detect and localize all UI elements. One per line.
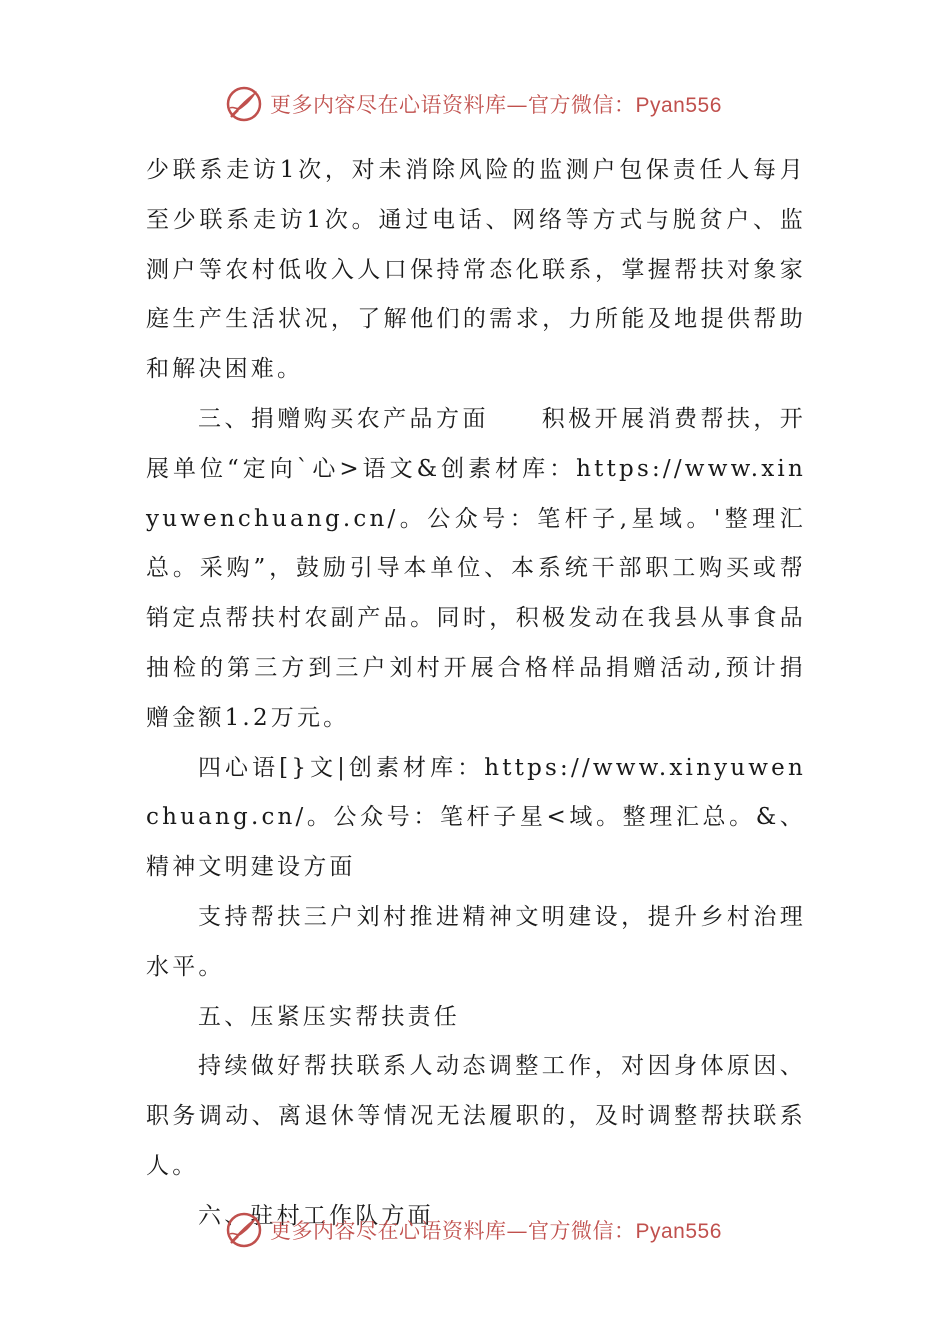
heading-section-five: 五、压紧压实帮扶责任 [198, 1003, 460, 1030]
paragraph-visit-contact: 少联系走访1次，对未消除风险的监测户包保责任人每月至少联系走访1次。通过电话、网络等方式与脱贫户、监测户等农村低收入人口保持常态化联系，掌握帮扶对象家庭生产生活状况，了解他们的需求，力所能及地提供帮助和解决困难。 [146, 157, 806, 383]
paragraph-spiritual-civilization: 支持帮扶三户刘村推进精神文明建设，提升乡村治理水平。 [146, 903, 806, 980]
wechat-id: Pyan556 [635, 94, 722, 117]
quill-logo-icon [224, 1210, 264, 1250]
paragraph-section-three: 三、捐赠购买农产品方面 积极开展消费帮扶，开展单位“定向`心>语文&创素材库：https://www.xinyuwenchuang.cn/。公众号：笔杆子,星域。'整理汇总。采购”，鼓励引导本单位、本系统干部职工购买或帮销定点帮扶村农副产品。同时，积极发动在我县从事食品抽检的第三方到三户刘村开展合格样品捐赠活动,预计捐赠金额1.2万元。 [146, 405, 806, 731]
header-banner-text: 更多内容尽在心语资料库—官方微信：Pyan556 [270, 93, 722, 117]
wechat-id: Pyan556 [635, 1220, 722, 1243]
paragraph-responsibility: 持续做好帮扶联系人动态调整工作，对因身体原因、职务调动、离退休等情况无法履职的，及时调整帮扶联系人。 [146, 1053, 806, 1179]
heading-section-six: 六、驻村工作队方面 [198, 1202, 434, 1229]
header-watermark-banner [224, 82, 744, 126]
document-body [146, 146, 806, 1242]
footer-banner-text: 更多内容尽在心语资料库—官方微信：Pyan556 [270, 1219, 722, 1243]
paragraph-section-four-heading: 四心语[}文|创素材库：https://www.xinyuwenchuang.cn/。公众号：笔杆子星<域。整理汇总。&、精神文明建设方面 [146, 754, 806, 881]
quill-logo-icon [224, 84, 264, 124]
footer-watermark-banner [224, 1208, 744, 1252]
